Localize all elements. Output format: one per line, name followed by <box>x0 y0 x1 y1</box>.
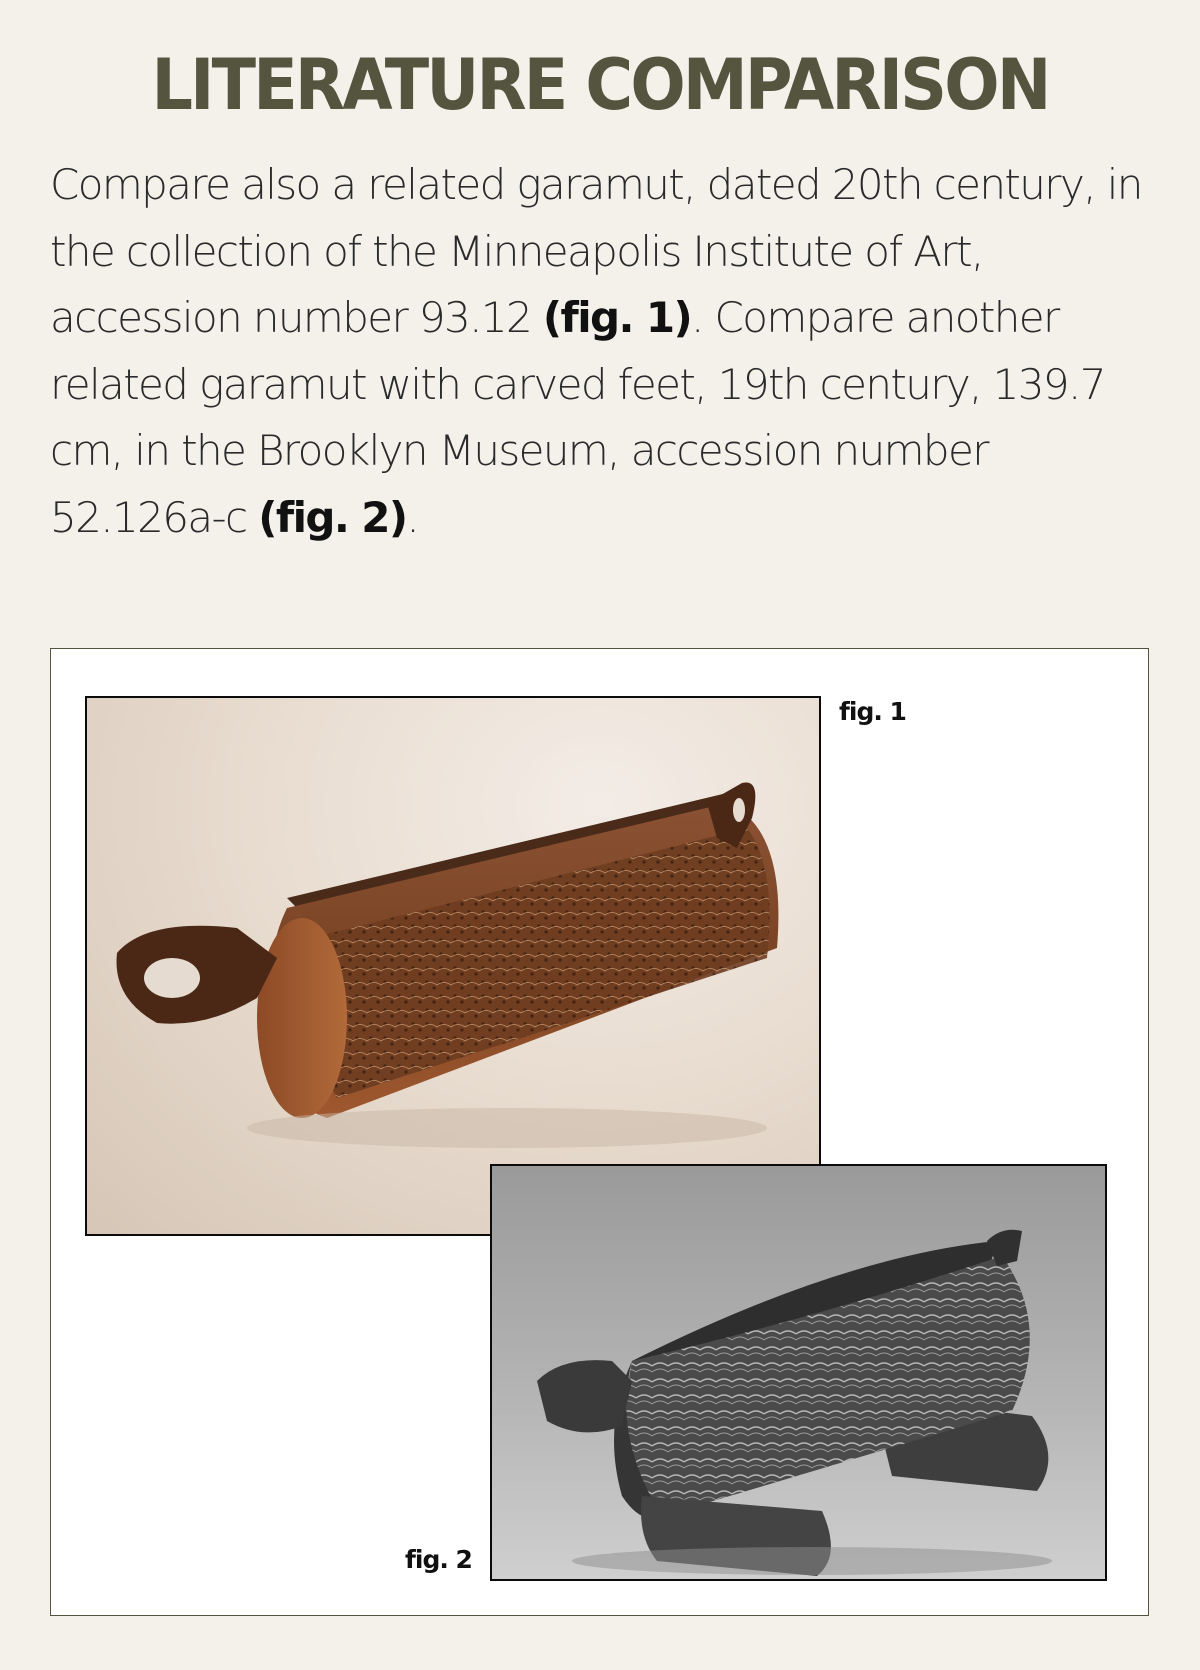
fig1-label: fig. 1 <box>839 697 906 726</box>
paragraph-text-1: Compare also a related garamut, dated 20th century, in the collection of the Minneapolis Institute of Art, accession number 93.12 <box>50 160 1142 342</box>
paragraph-text-2: . Compare another related garamut with carved feet, 19th century, 139.7 cm, in the Brooklyn Museum, accession number 52.126a-c <box>50 293 1105 542</box>
page-title: LITERATURE COMPARISON <box>151 44 1049 126</box>
garamut-color-illustration <box>87 698 819 1234</box>
figures-panel <box>50 648 1149 1616</box>
fig1-reference: (fig. 1) <box>542 293 692 342</box>
fig1-image <box>85 696 821 1236</box>
paragraph-text-3: . <box>406 492 419 542</box>
comparison-paragraph <box>50 152 1160 551</box>
fig2-label: fig. 2 <box>405 1545 472 1574</box>
fig2-image <box>490 1164 1107 1581</box>
garamut-bw-illustration <box>492 1166 1105 1579</box>
fig2-reference: (fig. 2) <box>258 492 407 542</box>
